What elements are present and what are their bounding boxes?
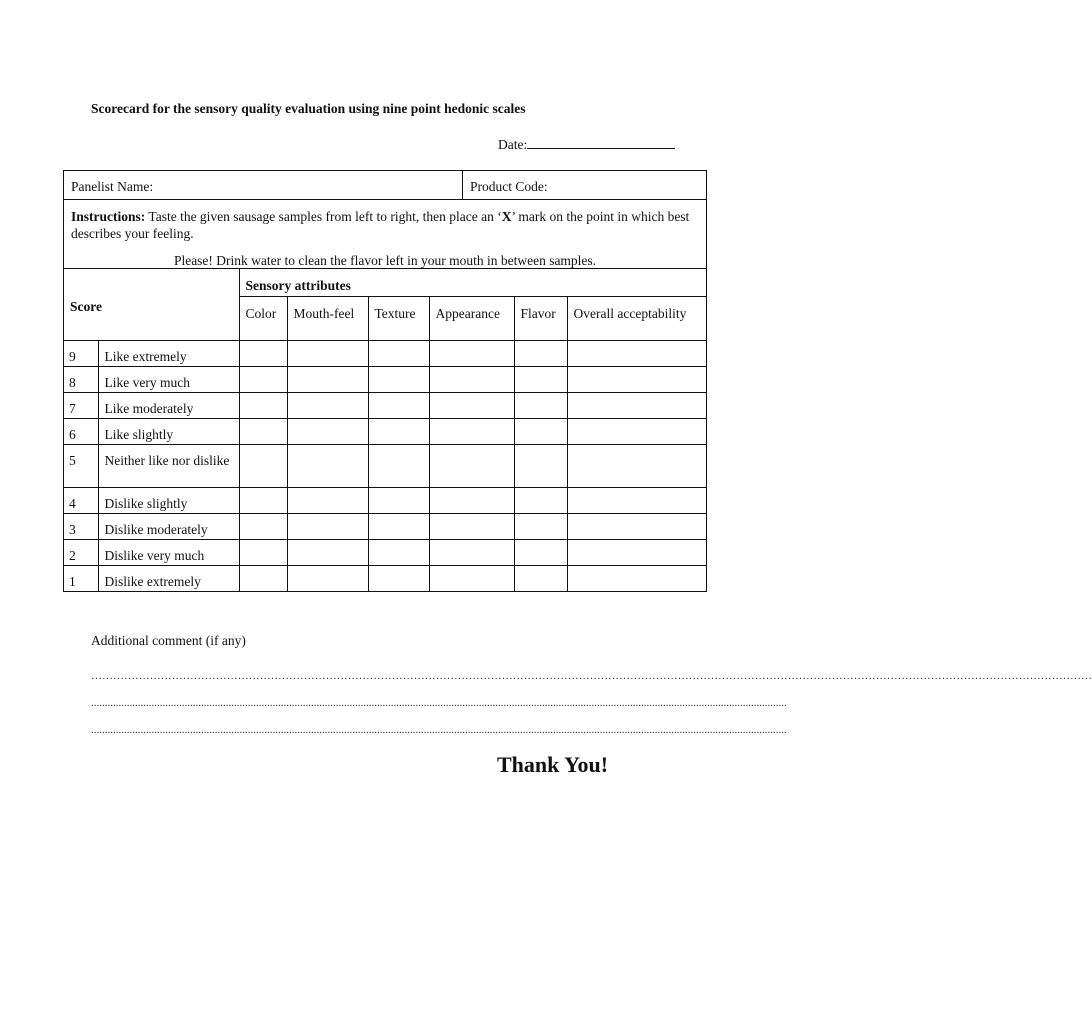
rating-cell-color[interactable] — [239, 418, 287, 444]
attribute-header-texture: Texture — [368, 296, 429, 340]
rating-cell-texture[interactable] — [368, 392, 429, 418]
sensory-attributes-header: Sensory attributes — [239, 269, 706, 296]
panelist-name-field[interactable]: Panelist Name: — [64, 171, 463, 199]
form-title: Scorecard for the sensory quality evaluation using nine point hedonic scales — [91, 101, 526, 116]
instructions-text-part2: ’ mark on the point in which best describes your feeling. — [71, 209, 690, 241]
rating-cell-overall-acceptability[interactable] — [567, 392, 706, 418]
rating-cell-color[interactable] — [239, 487, 287, 513]
rating-cell-overall-acceptability[interactable] — [567, 513, 706, 539]
instructions-note: Please! Drink water to clean the flavor left in your mouth in between samples. — [173, 253, 597, 268]
score-label: Like moderately — [98, 392, 239, 418]
rating-cell-mouth-feel[interactable] — [287, 418, 368, 444]
attribute-header-overall-acceptability: Overall acceptability — [567, 296, 706, 340]
rating-cell-color[interactable] — [239, 392, 287, 418]
attribute-header-color: Color — [239, 296, 287, 340]
rating-cell-flavor[interactable] — [514, 392, 567, 418]
rating-cell-mouth-feel[interactable] — [287, 366, 368, 392]
score-value: 8 — [64, 366, 98, 392]
score-label: Neither like nor dislike — [98, 444, 239, 487]
score-header: Score — [64, 269, 239, 340]
rating-cell-appearance[interactable] — [429, 487, 514, 513]
instructions-text — [71, 208, 699, 242]
date-blank-line[interactable] — [527, 136, 675, 149]
score-row — [64, 487, 706, 513]
rating-cell-appearance[interactable] — [429, 565, 514, 591]
attribute-header-mouth-feel: Mouth-feel — [287, 296, 368, 340]
score-value: 1 — [64, 565, 98, 591]
comment-line-1[interactable]: ………………………………………………………………………………………………………………………………………………………………………………………………………………………………………………… — [91, 670, 1092, 682]
date-label: Date: — [498, 137, 528, 152]
score-value: 5 — [64, 444, 98, 487]
score-label: Dislike extremely — [98, 565, 239, 591]
rating-cell-mouth-feel[interactable] — [287, 444, 368, 487]
rating-cell-appearance[interactable] — [429, 444, 514, 487]
rating-cell-mouth-feel[interactable] — [287, 565, 368, 591]
rating-cell-overall-acceptability[interactable] — [567, 444, 706, 487]
rating-cell-mouth-feel[interactable] — [287, 513, 368, 539]
rating-cell-color[interactable] — [239, 444, 287, 487]
instructions-block — [64, 200, 706, 269]
rating-cell-flavor[interactable] — [514, 340, 567, 366]
rating-cell-texture[interactable] — [368, 340, 429, 366]
rating-cell-flavor[interactable] — [514, 444, 567, 487]
product-code-field[interactable]: Product Code: — [470, 179, 548, 194]
rating-cell-texture[interactable] — [368, 513, 429, 539]
rating-cell-appearance[interactable] — [429, 513, 514, 539]
additional-comment-label: Additional comment (if any) — [91, 633, 246, 648]
score-label: Like slightly — [98, 418, 239, 444]
attribute-header-flavor: Flavor — [514, 296, 567, 340]
score-value: 2 — [64, 539, 98, 565]
score-row — [64, 366, 706, 392]
score-row — [64, 539, 706, 565]
score-label: Dislike very much — [98, 539, 239, 565]
scorecard-table — [63, 170, 707, 592]
comment-line-2[interactable]: ............................................................................................................................................................................................................................................................. — [91, 697, 787, 709]
score-row — [64, 418, 706, 444]
rating-cell-appearance[interactable] — [429, 392, 514, 418]
rating-cell-texture[interactable] — [368, 418, 429, 444]
score-label: Like very much — [98, 366, 239, 392]
rating-cell-appearance[interactable] — [429, 539, 514, 565]
rating-cell-flavor[interactable] — [514, 513, 567, 539]
score-row — [64, 340, 706, 366]
rating-cell-flavor[interactable] — [514, 539, 567, 565]
comment-line-3[interactable]: ............................................................................................................................................................................................................................................................. — [91, 724, 787, 736]
attribute-header-appearance: Appearance — [429, 296, 514, 340]
rating-cell-color[interactable] — [239, 539, 287, 565]
rating-cell-appearance[interactable] — [429, 366, 514, 392]
rating-cell-texture[interactable] — [368, 444, 429, 487]
hedonic-scale-grid — [64, 269, 706, 591]
rating-cell-mouth-feel[interactable] — [287, 539, 368, 565]
rating-cell-overall-acceptability[interactable] — [567, 539, 706, 565]
score-label: Like extremely — [98, 340, 239, 366]
rating-cell-appearance[interactable] — [429, 418, 514, 444]
rating-cell-overall-acceptability[interactable] — [567, 418, 706, 444]
thank-you-text: Thank You! — [497, 752, 609, 777]
rating-cell-texture[interactable] — [368, 565, 429, 591]
score-value: 3 — [64, 513, 98, 539]
header-row — [64, 171, 706, 200]
score-value: 7 — [64, 392, 98, 418]
rating-cell-flavor[interactable] — [514, 418, 567, 444]
rating-cell-flavor[interactable] — [514, 366, 567, 392]
score-row — [64, 392, 706, 418]
score-value: 9 — [64, 340, 98, 366]
rating-cell-overall-acceptability[interactable] — [567, 366, 706, 392]
rating-cell-color[interactable] — [239, 366, 287, 392]
rating-cell-mouth-feel[interactable] — [287, 340, 368, 366]
rating-cell-texture[interactable] — [368, 487, 429, 513]
rating-cell-appearance[interactable] — [429, 340, 514, 366]
instructions-text-part1: Taste the given sausage samples from left to right, then place an ‘ — [145, 209, 502, 224]
score-label: Dislike slightly — [98, 487, 239, 513]
rating-cell-texture[interactable] — [368, 539, 429, 565]
score-value: 6 — [64, 418, 98, 444]
rating-cell-flavor[interactable] — [514, 565, 567, 591]
rating-cell-overall-acceptability[interactable] — [567, 340, 706, 366]
rating-cell-overall-acceptability[interactable] — [567, 565, 706, 591]
instructions-mark: X — [501, 209, 512, 224]
score-row — [64, 444, 706, 487]
score-row — [64, 513, 706, 539]
score-label: Dislike moderately — [98, 513, 239, 539]
date-field[interactable] — [498, 136, 675, 153]
score-row — [64, 565, 706, 591]
rating-cell-mouth-feel[interactable] — [287, 392, 368, 418]
rating-cell-mouth-feel[interactable] — [287, 487, 368, 513]
score-value: 4 — [64, 487, 98, 513]
rating-cell-color[interactable] — [239, 565, 287, 591]
rating-cell-overall-acceptability[interactable] — [567, 487, 706, 513]
rating-cell-color[interactable] — [239, 513, 287, 539]
rating-cell-color[interactable] — [239, 340, 287, 366]
rating-cell-texture[interactable] — [368, 366, 429, 392]
rating-cell-flavor[interactable] — [514, 487, 567, 513]
instructions-label: Instructions: — [71, 209, 146, 224]
